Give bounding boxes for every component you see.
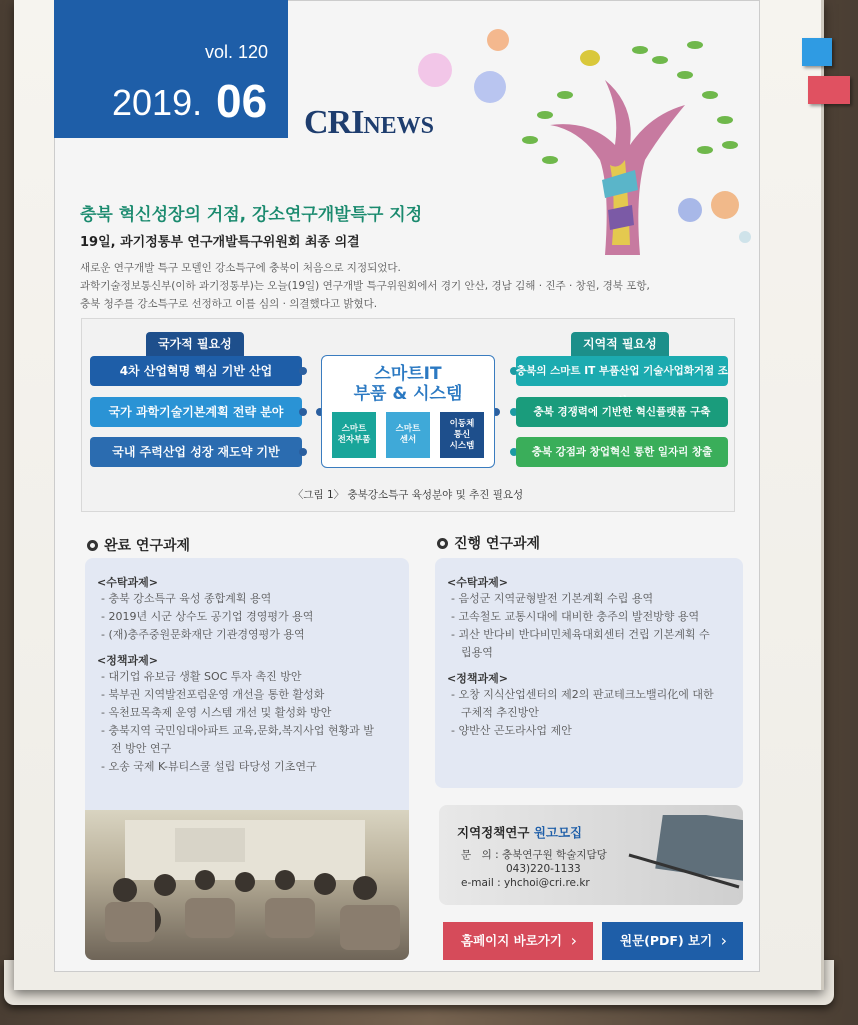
group-label: <정책과제> [97,654,158,667]
right-item: 충북의 스마트 IT 부품산업 기술사업화거점 조 [516,356,728,386]
logo-news: NEWS [363,113,435,139]
article-subhead: 19일, 과기정통부 연구개발특구위원회 최종 의결 [80,235,360,250]
list-item: - 충북 강소특구 육성 종합계획 용역 [101,592,272,605]
contact-email: e-mail : yhchoi@cri.re.kr [461,877,590,889]
intro-line: 과학기술정보통신부(이하 과기정통부)는 오늘(19일) 연구개발 특구위원회에서 경기 안산, 경남 김해 · 진주 · 창원, 경북 포항, [80,280,650,292]
banner-title-text: 지역정책연구 [457,825,530,840]
banner-contact [461,848,607,890]
article-intro [80,259,740,313]
right-header: 지역적 필요성 [571,332,669,356]
contact-phone: 043)220-1133 [506,863,581,875]
list-item: - 오송 국제 K-뷰티스쿨 설립 타당성 기초연구 [101,760,317,773]
chevron-right-icon: › [570,931,577,950]
center-title [322,364,494,404]
list-item: - 고속철도 교통시대에 대비한 충주의 발전방향 용역 [451,610,700,623]
list-item: - 충북지역 국민임대아파트 교육,문화,복지사업 현황과 발전 방안 연구 [101,724,374,755]
center-title-line-1: 스마트IT [374,364,442,384]
banner-title [457,823,582,841]
left-item: 국내 주력산업 성장 재도약 기반 [90,437,302,467]
chip-mobility-comm: 이동체 통신 시스템 [440,412,484,458]
notebook-pen-icon [619,815,743,895]
left-header: 국가적 필요성 [146,332,244,356]
list-item: - 괴산 반다비 반다비민체육대회센터 건립 기본계획 수립용역 [451,628,710,659]
figure-diagram [81,318,735,512]
list-item: - 2019년 시군 상수도 공기업 경영평가 용역 [101,610,314,623]
banner-title-accent: 원고모집 [533,825,583,840]
connector-dot [299,448,307,456]
list-item: - 양반산 곤도라사업 제안 [451,724,572,737]
group-label: <수탁과제> [447,576,508,589]
seminar-photo [85,810,409,960]
center-box [321,355,495,468]
ongoing-panel [435,558,743,788]
right-item: 충북 강점과 창업혁신 통한 일자리 창출 [516,437,728,467]
homepage-button[interactable] [443,922,593,960]
pdf-button[interactable] [602,922,743,960]
volume-label: vol. 120 [204,42,268,62]
chip-smart-parts: 스마트 전자부품 [332,412,376,458]
logo-cri: CRI [304,104,364,141]
center-title-line-2: 부품 & 시스템 [353,384,463,404]
tree-illustration [510,20,760,260]
homepage-button-label: 홈페이지 바로가기 [461,933,562,948]
group-label: <정책과제> [447,672,508,685]
list-item: - 북부권 지역발전포럼운영 개선을 통한 활성화 [101,688,325,701]
bookmark-tab-red[interactable] [808,76,850,104]
right-item: 충북 경쟁력에 기반한 혁신플랫폼 구축 [516,397,728,427]
ongoing-title-text: 진행 연구과제 [454,536,541,552]
list-item: - 옥천묘목축제 운영 시스템 개선 및 활성화 방안 [101,706,332,719]
contact-line: 문 의 : 충북연구원 학술지담당 [461,849,607,861]
issue-box [54,0,288,138]
article-headline: 충북 혁신성장의 거점, 강소연구개발특구 지정 [80,205,423,225]
pdf-button-label: 원문(PDF) 보기 [620,933,713,948]
bullet-ring-icon [437,538,448,549]
bullet-ring-icon [87,540,98,551]
chevron-right-icon: › [720,931,727,950]
issue-year: 2019. [112,82,203,123]
flower-decoration [410,25,520,115]
intro-line: 새로운 연구개발 특구 모델인 강소특구에 충북이 처음으로 지정되었다. [80,262,401,274]
connector-dot [299,367,307,375]
list-item: - 대기업 유보금 생활 SOC 투자 촉진 방안 [101,670,302,683]
bookmark-tab-blue[interactable] [802,38,832,66]
chip-smart-sensor: 스마트 센서 [386,412,430,458]
group-label: <수탁과제> [97,576,158,589]
list-item: - 음성군 지역균형발전 기본계획 수립 용역 [451,592,654,605]
call-for-papers-banner[interactable] [439,805,743,905]
connector-dot [299,408,307,416]
intro-line: 충북 청주를 강소특구로 선정하고 이를 심의 · 의결했다고 밝혔다. [80,298,378,310]
list-item: - 오창 지식산업센터의 제2의 판교테크노밸리化에 대한 구체적 추진방안 [451,688,714,719]
issue-month: 06 [216,75,268,127]
completed-section-title [87,535,190,555]
figure-caption: 〈그림 1〉 충북강소특구 육성분야 및 추진 필요성 [292,489,524,501]
left-item: 국가 과학기술기본계획 전략 분야 [90,397,302,427]
completed-title-text: 완료 연구과제 [104,538,191,554]
list-item: - (재)충주중원문화재단 기관경영평가 용역 [101,628,305,641]
ongoing-section-title [437,533,540,553]
left-item: 4차 산업혁명 핵심 기반 산업 [90,356,302,386]
